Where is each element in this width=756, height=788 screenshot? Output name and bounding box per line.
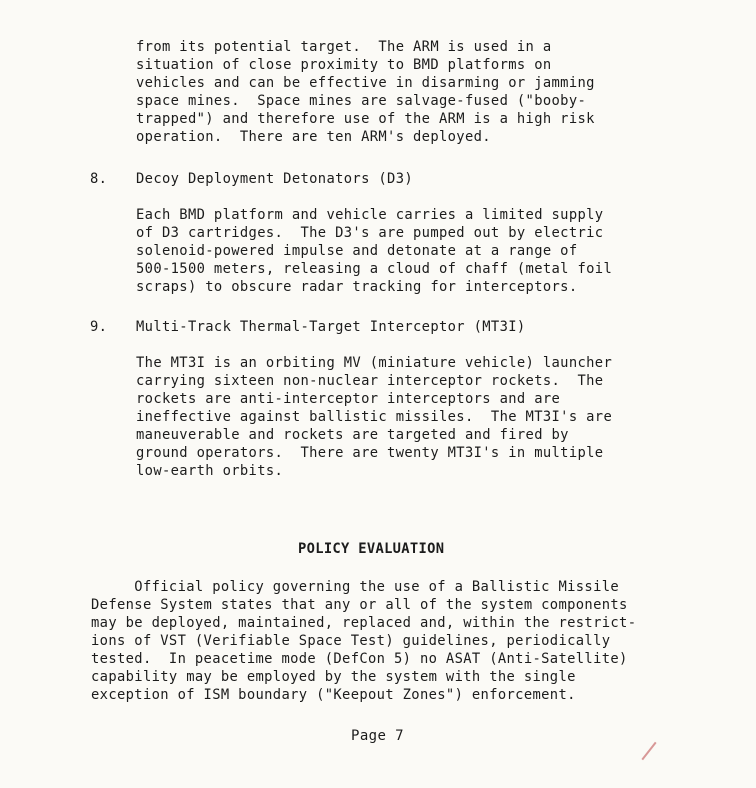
paragraph-line: capability may be employed by the system with the single bbox=[91, 669, 576, 685]
paragraph-line: solenoid-powered impulse and detonate at a range of bbox=[136, 243, 578, 259]
item-title: Decoy Deployment Detonators (D3) bbox=[136, 171, 414, 187]
page-number: Page 7 bbox=[351, 728, 404, 744]
paragraph-line: exception of ISM boundary ("Keepout Zones") enforcement. bbox=[91, 687, 576, 703]
section-heading: POLICY EVALUATION bbox=[298, 541, 445, 557]
paragraph-line: low-earth orbits. bbox=[136, 463, 284, 479]
paragraph-line: tested. In peacetime mode (DefCon 5) no ASAT (Anti-Satellite) bbox=[91, 651, 628, 667]
paragraph-line: Each BMD platform and vehicle carries a limited supply bbox=[136, 207, 604, 223]
paragraph-line: vehicles and can be effective in disarming or jamming bbox=[136, 75, 595, 91]
paragraph-line: scraps) to obscure radar tracking for interceptors. bbox=[136, 279, 578, 295]
item-number: 8. bbox=[90, 171, 108, 187]
paragraph-line: ions of VST (Verifiable Space Test) guidelines, periodically bbox=[91, 633, 611, 649]
paragraph-line: The MT3I is an orbiting MV (miniature vehicle) launcher bbox=[136, 355, 613, 371]
item-paragraph bbox=[136, 354, 612, 480]
paragraph-line: carrying sixteen non-nuclear interceptor rockets. The bbox=[136, 373, 604, 389]
paragraph-line: operation. There are ten ARM's deployed. bbox=[136, 129, 491, 145]
paragraph-line: maneuverable and rockets are targeted and fired by bbox=[136, 427, 569, 443]
paragraph-line: space mines. Space mines are salvage-fused ("booby- bbox=[136, 93, 587, 109]
paragraph-line: ineffective against ballistic missiles. The MT3I's are bbox=[136, 409, 613, 425]
paragraph-line: ground operators. There are twenty MT3I's in multiple bbox=[136, 445, 604, 461]
paragraph-line: 500-1500 meters, releasing a cloud of chaff (metal foil bbox=[136, 261, 613, 277]
intro-paragraph bbox=[136, 38, 595, 146]
policy-paragraph bbox=[91, 578, 636, 704]
paragraph-line: rockets are anti-interceptor interceptors and are bbox=[136, 391, 561, 407]
paragraph-line: of D3 cartridges. The D3's are pumped out by electric bbox=[136, 225, 604, 241]
paragraph-line: situation of close proximity to BMD platforms on bbox=[136, 57, 552, 73]
paragraph-line: Official policy governing the use of a Ballistic Missile bbox=[91, 579, 620, 595]
paragraph-line: from its potential target. The ARM is used in a bbox=[136, 39, 552, 55]
item-title: Multi-Track Thermal-Target Interceptor (MT3I) bbox=[136, 319, 526, 335]
paragraph-line: may be deployed, maintained, replaced and, within the restrict- bbox=[91, 615, 637, 631]
item-paragraph bbox=[136, 206, 612, 296]
pen-mark bbox=[641, 742, 656, 761]
paragraph-line: Defense System states that any or all of the system components bbox=[91, 597, 628, 613]
item-number: 9. bbox=[90, 319, 108, 335]
paragraph-line: trapped") and therefore use of the ARM is a high risk bbox=[136, 111, 595, 127]
